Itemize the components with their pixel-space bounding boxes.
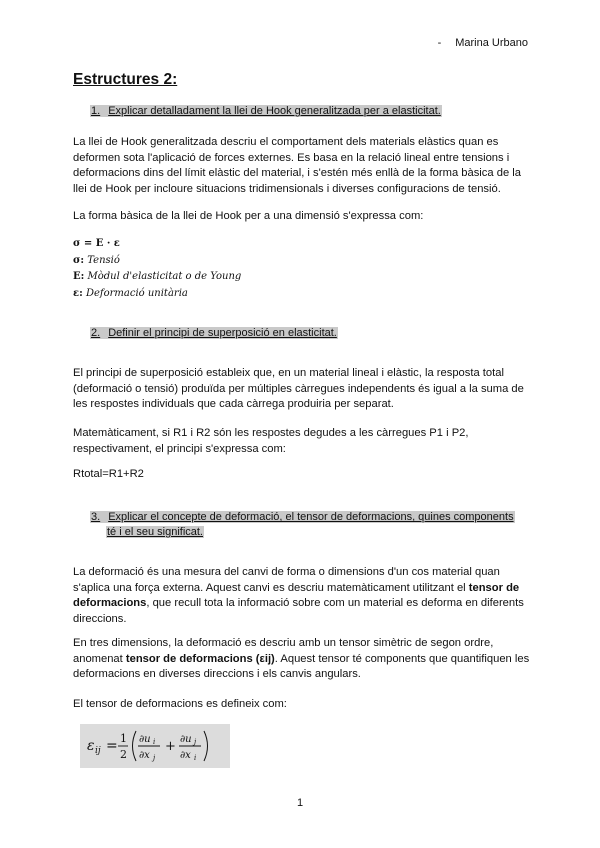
- question-3-text-line-1: Explicar el concepte de deformació, el tensor de deformacions, quines components: [108, 511, 514, 523]
- question-3-number: 3.: [91, 511, 101, 523]
- svg-text:j: j: [153, 754, 156, 762]
- svg-text:i: i: [153, 738, 156, 746]
- hooke-formula-block: [73, 236, 241, 302]
- author-name: Marina Urbano: [455, 37, 528, 49]
- svg-text:∂u: ∂u: [180, 734, 192, 745]
- svg-text:2: 2: [120, 748, 127, 761]
- question-1-heading: [90, 105, 442, 117]
- svg-text:j: j: [194, 738, 197, 746]
- question-3-heading: [90, 510, 530, 540]
- q3-bold-term-2: tensor de deformacions (εij): [125, 652, 275, 665]
- q3-paragraph-1: La deformació és una mesura del canvi de forma o dimensions d'un cos material quan s'aplica una força externa. Aquest canvi es descriu matemàticament utilitzant el tensor de deformacions, que recull tota la informació sobre com un material es deforma en diferents direccions.: [73, 566, 524, 625]
- q1-paragraph-1: La llei de Hook generalitzada descriu el comportament dels materials elàstics quan es deformen sota l'aplicació de forces externes. Es basa en la relació lineal entre tensions i deformacions dins del límit elàstic del material, i s'estén més enllà de la forma bàsica de la llei de Hook per incloure situacions tridimensionals i diverses configuracions de tensió.: [73, 136, 521, 195]
- hooke-formula: σ = E · ε: [73, 238, 120, 249]
- q3-bold-term-1: tensor de deformacions: [73, 581, 520, 610]
- svg-text:+: +: [165, 739, 176, 754]
- svg-text:∂x: ∂x: [180, 750, 191, 761]
- question-2-number: 2.: [91, 327, 101, 339]
- svg-text:∂x: ∂x: [139, 750, 150, 761]
- question-2-heading: [90, 327, 338, 339]
- strain-tensor-equation-image: [80, 724, 230, 768]
- q3-paragraph-3: El tensor de deformacions es defineix com:: [73, 698, 287, 710]
- document-title: Estructures 2:: [73, 71, 178, 88]
- formula-epsilon-def: ε: Deformació unitària: [73, 287, 188, 299]
- q1-paragraph-2: La forma bàsica de la llei de Hook per a una dimensió s'expressa com:: [73, 210, 424, 222]
- header-dash: -: [437, 37, 442, 49]
- svg-text:i: i: [194, 754, 197, 762]
- svg-text:=: =: [106, 738, 118, 754]
- q2-formula: Rtotal=R1+R2: [73, 468, 144, 480]
- question-3-text-line-2: té i el seu significat.: [107, 526, 203, 538]
- svg-text:ij: ij: [95, 746, 101, 756]
- svg-text:1: 1: [120, 732, 127, 745]
- strain-tensor-equation: [80, 724, 230, 768]
- question-2-text: Definir el principi de superposició en elasticitat.: [108, 327, 337, 339]
- q2-paragraph-2: Matemàticament, si R1 i R2 són les respostes degudes a les càrregues P1 i P2, respectivament, el principi s'expressa com:: [73, 427, 469, 455]
- svg-text:∂u: ∂u: [139, 734, 151, 745]
- q2-paragraph-1: El principi de superposició estableix que, en un material lineal i elàstic, la resposta total (deformació o tensió) produïda per múltiples càrregues independents és igual a la suma de les respostes individuals que cada càrrega produiria per separat.: [73, 367, 524, 411]
- svg-text:ε: ε: [87, 738, 95, 754]
- q3-paragraph-2: En tres dimensions, la deformació es descriu amb un tensor simètric de segon ordre, anomenat tensor de deformacions (εij). Aquest tensor té components que quantifiquen les deformacions en diverses direccions i els canvis angulars.: [73, 637, 530, 681]
- question-1-number: 1.: [91, 105, 101, 117]
- formula-e-def: E: Mòdul d'elasticitat o de Young: [73, 271, 242, 282]
- page-header: [438, 37, 528, 49]
- question-1-text: Explicar detalladament la llei de Hook generalitzada per a elasticitat.: [108, 105, 441, 117]
- page-number: 1: [296, 797, 304, 809]
- formula-sigma-def: σ: Tensió: [73, 254, 120, 266]
